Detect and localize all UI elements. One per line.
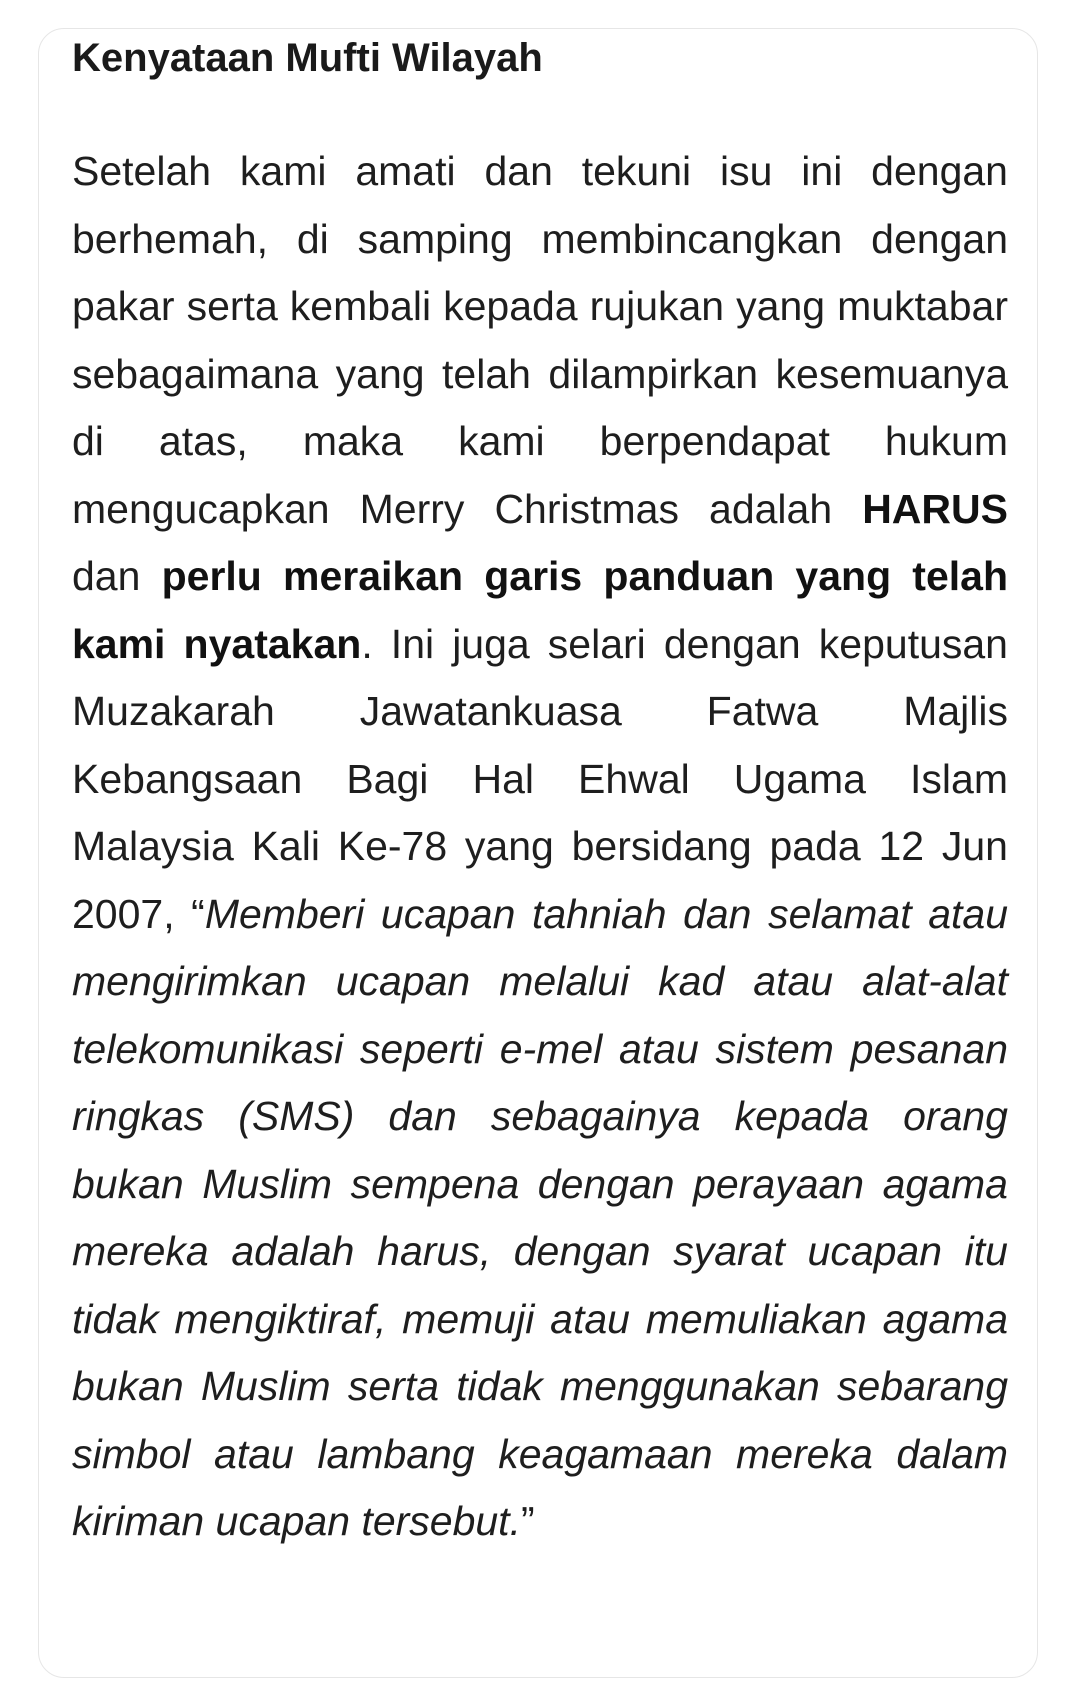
fatwa-quote: Memberi ucapan tahniah dan selamat atau mengirimkan ucapan melalui kad atau alat-alat telekomunikasi seperti e-mel atau sistem pesanan ringkas (SMS) dan sebagainya kepada orang bukan Muslim sempena dengan perayaan agama mereka adalah harus, dengan syarat ucapan itu tidak mengiktiraf, memuji atau memuliakan agama bukan Muslim serta tidak menggunakan sebarang simbol atau lambang keagamaan mereka dalam kiriman ucapan tersebut. [72,890,1008,1544]
statement-paragraph [72,138,1008,1556]
ruling-bold: HARUS [862,485,1008,532]
paragraph-middle: . Ini juga selari dengan keputusan Muzakarah Jawatankuasa Fatwa Majlis Kebangsaan Bagi Hal Ehwal Ugama Islam Malaysia Kali Ke-78 yang bersidang pada 12 Jun 2007, “ [72,620,1008,937]
paragraph-intro: Setelah kami amati dan tekuni isu ini dengan berhemah, di samping membincangkan dengan pakar serta kembali kepada rujukan yang muktabar sebagaimana yang telah dilampirkan kesemuanya di atas, maka kami berpendapat hukum mengucapkan Merry Christmas adalah [72,148,1008,532]
document-heading: Kenyataan Mufti Wilayah [72,36,543,80]
guideline-bold: perlu meraikan garis panduan yang telah kami nyatakan [72,553,1008,667]
paragraph-connector: dan [72,553,162,599]
closing-quote-mark: ” [520,1498,535,1544]
